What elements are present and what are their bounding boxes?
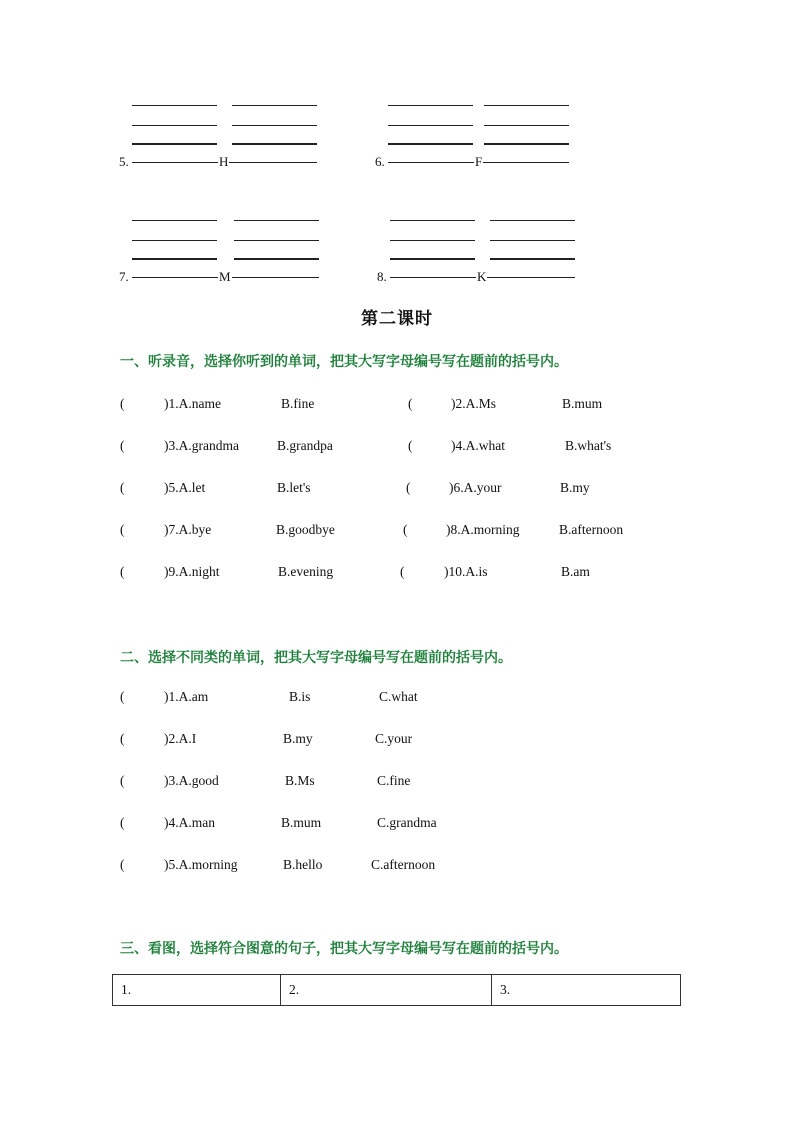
answer-paren[interactable]: (: [400, 564, 405, 579]
question-option-b: B.grandpa: [277, 438, 333, 453]
question-option-b: B.Ms: [285, 773, 315, 788]
question-option-a: )4.A.what: [451, 438, 505, 453]
guide-line: [388, 125, 473, 126]
question-option-b: B.what's: [565, 438, 612, 453]
guide-line: [234, 240, 319, 241]
guide-line: [484, 105, 569, 106]
guide-line: [490, 258, 575, 260]
guide-line: [132, 143, 217, 145]
guide-line: [132, 220, 217, 221]
answer-paren[interactable]: (: [120, 480, 125, 495]
question-option-b: B.goodbye: [276, 522, 335, 537]
answer-paren[interactable]: (: [120, 522, 125, 537]
guide-line: [484, 143, 569, 145]
question-option-a: )3.A.grandma: [164, 438, 239, 453]
answer-paren[interactable]: (: [403, 522, 408, 537]
question-option-b: B.hello: [283, 857, 323, 872]
question-option-b: B.fine: [281, 396, 315, 411]
question-option-a: )9.A.night: [164, 564, 220, 579]
section1-heading: 一、听录音，选择你听到的单词，把其大写字母编号写在题前的括号内。: [120, 354, 568, 370]
guide-line: [234, 220, 319, 221]
section3-heading: 三、看图，选择符合图意的句子，把其大写字母编号写在题前的括号内。: [120, 941, 568, 957]
practice-number: 6.: [375, 154, 385, 169]
question-option-b: B.is: [289, 689, 311, 704]
practice-letter: F: [475, 154, 483, 169]
guide-line: [132, 240, 217, 241]
answer-paren[interactable]: (: [120, 689, 125, 704]
question-option-b: B.let's: [277, 480, 311, 495]
answer-paren[interactable]: (: [120, 564, 125, 579]
practice-number: 5.: [119, 154, 129, 169]
guide-line: [484, 125, 569, 126]
answer-paren[interactable]: (: [408, 438, 413, 453]
answer-paren[interactable]: (: [406, 480, 411, 495]
picture-answer-table: [112, 974, 681, 1006]
section2-heading: 二、选择不同类的单词，把其大写字母编号写在题前的括号内。: [120, 650, 512, 666]
guide-line: [390, 220, 475, 221]
guide-line: [490, 240, 575, 241]
answer-paren[interactable]: (: [120, 815, 125, 830]
answer-paren[interactable]: (: [120, 773, 125, 788]
table-row: [113, 975, 681, 1006]
question-option-a: )7.A.bye: [164, 522, 212, 537]
guide-line: [390, 258, 475, 260]
question-option-c: C.afternoon: [371, 857, 436, 872]
question-option-a: )4.A.man: [164, 815, 215, 830]
question-option-c: C.grandma: [377, 815, 437, 830]
guide-line: [232, 125, 317, 126]
practice-number: 8.: [377, 269, 387, 284]
practice-number: 7.: [119, 269, 129, 284]
guide-line: [232, 143, 317, 145]
question-option-a: )2.A.I: [164, 731, 197, 746]
guide-line: [132, 105, 217, 106]
question-option-c: C.fine: [377, 773, 411, 788]
practice-letter: M: [219, 269, 231, 284]
question-option-b: B.am: [561, 564, 590, 579]
question-option-b: B.mum: [281, 815, 322, 830]
guide-line: [388, 143, 473, 145]
table-cell-2[interactable]: 2.: [281, 975, 492, 1006]
question-option-a: )8.A.morning: [446, 522, 520, 537]
practice-letter: K: [477, 269, 487, 284]
question-option-a: )3.A.good: [164, 773, 219, 788]
guide-line: [390, 240, 475, 241]
table-cell-1[interactable]: 1.: [113, 975, 281, 1006]
question-option-a: )1.A.am: [164, 689, 209, 704]
question-option-b: B.mum: [562, 396, 603, 411]
question-option-b: B.evening: [278, 564, 334, 579]
practice-letter: H: [219, 154, 229, 169]
lesson-title: 第二课时: [361, 309, 433, 328]
table-cell-3[interactable]: 3.: [492, 975, 681, 1006]
question-option-a: )5.A.morning: [164, 857, 238, 872]
guide-line: [234, 258, 319, 260]
question-option-c: C.what: [379, 689, 418, 704]
answer-paren[interactable]: (: [408, 396, 413, 411]
answer-paren[interactable]: (: [120, 731, 125, 746]
question-option-a: )5.A.let: [164, 480, 206, 495]
question-option-b: B.my: [283, 731, 313, 746]
question-option-b: B.my: [560, 480, 590, 495]
guide-line: [132, 125, 217, 126]
guide-line: [388, 105, 473, 106]
question-option-b: B.afternoon: [559, 522, 624, 537]
guide-line: [232, 105, 317, 106]
guide-line: [132, 258, 217, 260]
guide-line: [490, 220, 575, 221]
question-option-a: )1.A.name: [164, 396, 221, 411]
question-option-a: )2.A.Ms: [451, 396, 497, 411]
answer-paren[interactable]: (: [120, 857, 125, 872]
answer-paren[interactable]: (: [120, 438, 125, 453]
question-option-a: )6.A.your: [449, 480, 502, 495]
question-option-c: C.your: [375, 731, 413, 746]
question-option-a: )10.A.is: [444, 564, 488, 579]
answer-paren[interactable]: (: [120, 396, 125, 411]
